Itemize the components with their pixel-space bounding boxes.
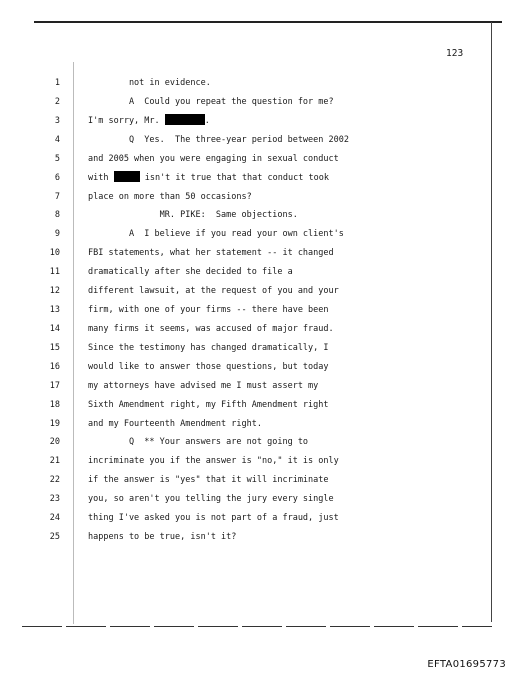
transcript-line [88,456,339,466]
line-number: 18 [49,400,60,410]
line-text-segment: if the answer is "yes" that it will incriminate [88,475,329,485]
transcript-line [88,210,298,220]
line-number: 15 [49,343,60,353]
line-number: 22 [49,475,60,485]
line-number: 16 [49,362,60,372]
line-number: 25 [49,532,60,542]
transcript-line [88,173,329,183]
line-text-segment: Q ** Your answers are not going to [88,437,309,447]
transcript-line [88,154,339,164]
line-text-segment: you, so aren't you telling the jury every single [88,494,334,504]
transcript-line [88,97,334,107]
line-text-segment: . [204,116,210,126]
line-text-segment: Sixth Amendment right, my Fifth Amendment right [88,400,329,410]
line-text-segment: incriminate you if the answer is "no," it is only [88,456,339,466]
line-text-segment: firm, with one of your firms -- there have been [88,305,329,315]
line-text-segment: FBI statements, what her statement -- it changed [88,248,334,258]
transcript-line [88,135,349,145]
line-text-segment: I'm sorry, Mr. [88,116,165,126]
line-text-segment: with [88,173,114,183]
line-number: 3 [54,116,60,126]
line-text-segment: many firms it seems, was accused of major fraud. [88,324,334,334]
line-number: 9 [54,229,60,239]
line-text-segment: thing I've asked you is not part of a fraud, just [88,513,339,523]
transcript-line [88,343,329,353]
line-number: 20 [49,437,60,447]
line-number: 19 [49,419,60,429]
line-text-segment: my attorneys have advised me I must assert my [88,381,319,391]
bottom-border [22,626,492,627]
top-border [34,21,502,23]
line-text-segment: happens to be true, isn't it? [88,532,237,542]
left-margin-rule [73,62,74,624]
redaction-bar [165,114,205,125]
line-number: 14 [49,324,60,334]
transcript-line [88,532,236,542]
line-text-segment: Q Yes. The three-year period between 2002 [88,135,349,145]
transcript-line [88,475,329,485]
transcript-line [88,248,334,258]
transcript-line [88,494,334,504]
transcript-line [88,419,262,429]
transcript-line [88,362,329,372]
line-number: 1 [54,78,60,88]
line-text-segment: isn't it true that that conduct took [139,173,329,183]
line-text-segment: different lawsuit, at the request of you and your [88,286,339,296]
line-text-segment: A I believe if you read your own client's [88,229,344,239]
line-text-segment: and my Fourteenth Amendment right. [88,419,262,429]
line-text-segment: MR. PIKE: Same objections. [88,210,298,220]
line-text-segment: and 2005 when you were engaging in sexual conduct [88,154,339,164]
transcript-line [88,324,334,334]
transcript-line [88,513,339,523]
line-number: 21 [49,456,60,466]
document-id: EFTA01695773 [427,659,506,670]
line-text-segment: Since the testimony has changed dramatically, I [88,343,329,353]
line-number: 11 [49,267,60,277]
transcript-line [88,267,293,277]
line-number: 12 [49,286,60,296]
redaction-bar [114,171,140,182]
line-number: 24 [49,513,60,523]
line-number: 4 [54,135,60,145]
line-text-segment: would like to answer those questions, but today [88,362,329,372]
transcript-line [88,437,308,447]
line-text-segment: dramatically after she decided to file a [88,267,293,277]
line-number: 2 [54,97,60,107]
line-number: 7 [54,192,60,202]
line-text-segment: not in evidence. [88,78,211,88]
transcript-line [88,400,329,410]
line-text-segment: place on more than 50 occasions? [88,192,252,202]
transcript-line [88,229,344,239]
line-number: 8 [54,210,60,220]
right-border [491,22,492,622]
line-text-segment: A Could you repeat the question for me? [88,97,334,107]
line-number: 6 [54,173,60,183]
transcript-line [88,116,210,126]
transcript-line [88,192,252,202]
transcript-line [88,305,329,315]
line-number: 13 [49,305,60,315]
page-number: 123 [446,48,464,59]
transcript-line [88,78,211,88]
line-number: 5 [54,154,60,164]
line-number: 10 [49,248,60,258]
line-number: 23 [49,494,60,504]
transcript-line [88,381,318,391]
transcript-line [88,286,339,296]
line-number: 17 [49,381,60,391]
